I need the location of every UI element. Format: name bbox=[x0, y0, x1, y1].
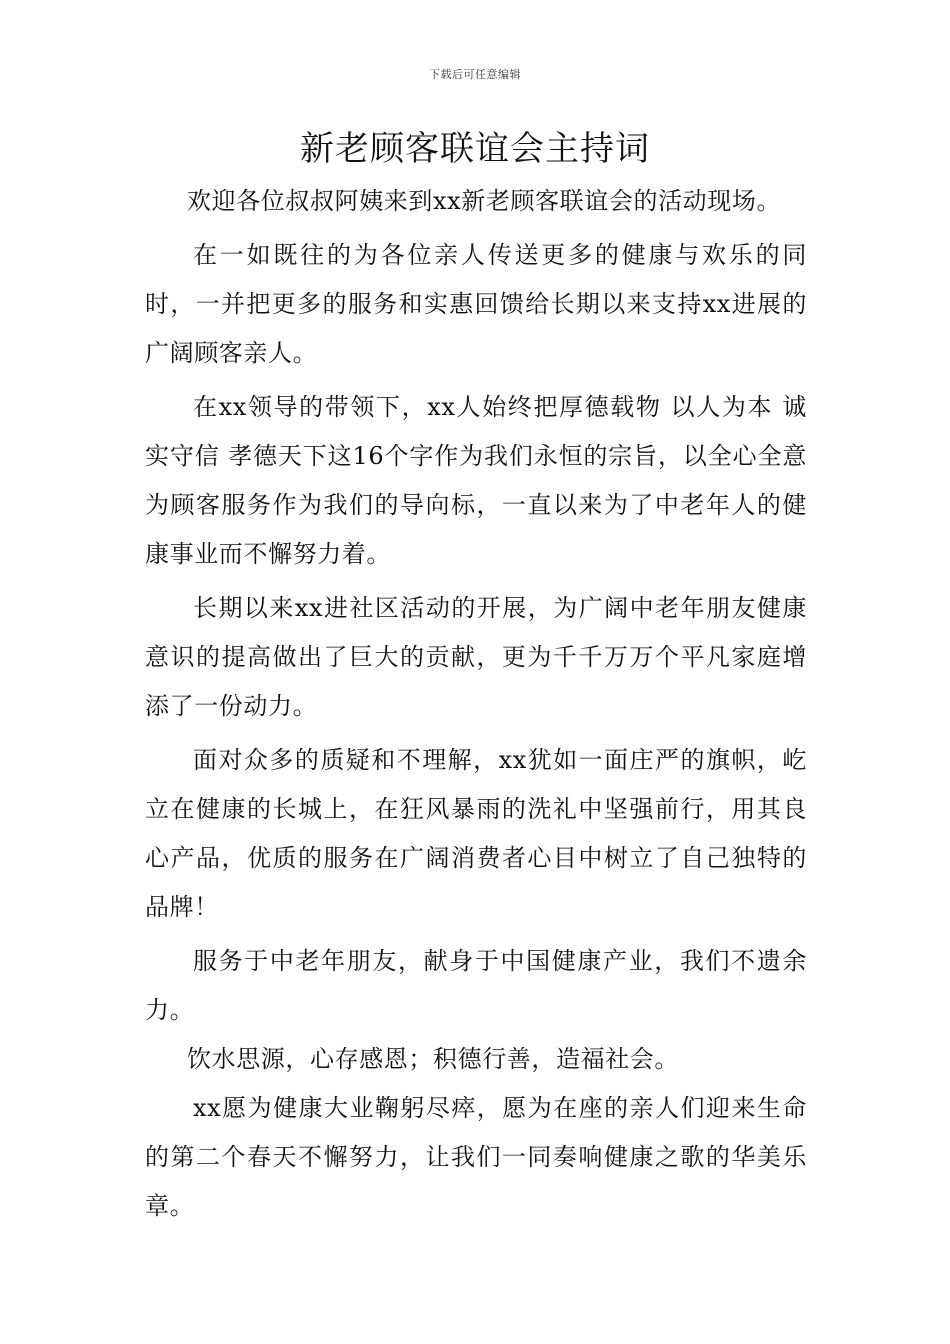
header-note: 下载后可任意编辑 bbox=[429, 68, 521, 81]
paragraph-service: 服务于中老年朋友，献身于中国健康产业，我们不遗余力。 bbox=[145, 947, 807, 1024]
paragraph-gratitude: 在一如既往的为各位亲人传送更多的健康与欢乐的同时，一并把更多的服务和实惠回馈给长期以来支持xx进展的广阔顾客亲人。 bbox=[145, 241, 807, 367]
paragraph-motto: 饮水思源，心存感恩；积德行善，造福社会。 bbox=[187, 1045, 679, 1073]
document-body bbox=[145, 177, 807, 1231]
paragraph-closing: xx愿为健康大业鞠躬尽瘁，愿为在座的亲人们迎来生命的第二个春天不懈努力，让我们一同奏响健康之歌的华美乐章。 bbox=[145, 1094, 807, 1220]
paragraph-community: 长期以来xx进社区活动的开展，为广阔中老年朋友健康意识的提高做出了巨大的贡献，更为千千万万个平凡家庭增添了一份动力。 bbox=[145, 594, 807, 720]
document-title: 新老顾客联谊会主持词 bbox=[300, 129, 650, 169]
paragraph-welcome: 欢迎各位叔叔阿姨来到xx新老顾客联谊会的活动现场。 bbox=[187, 187, 782, 215]
paragraph-mission: 在xx领导的带领下，xx人始终把厚德载物 以人为本 诚实守信 孝德天下这16个字作为我们永恒的宗旨，以全心全意为顾客服务作为我们的导向标，一直以来为了中老年人的健康事业而不懈努力着。 bbox=[145, 393, 807, 568]
paragraph-perseverance: 面对众多的质疑和不理解，xx犹如一面庄严的旗帜，屹立在健康的长城上，在狂风暴雨的洗礼中坚强前行，用其良心产品，优质的服务在广阔消费者心目中树立了自己独特的品牌！ bbox=[145, 746, 807, 921]
